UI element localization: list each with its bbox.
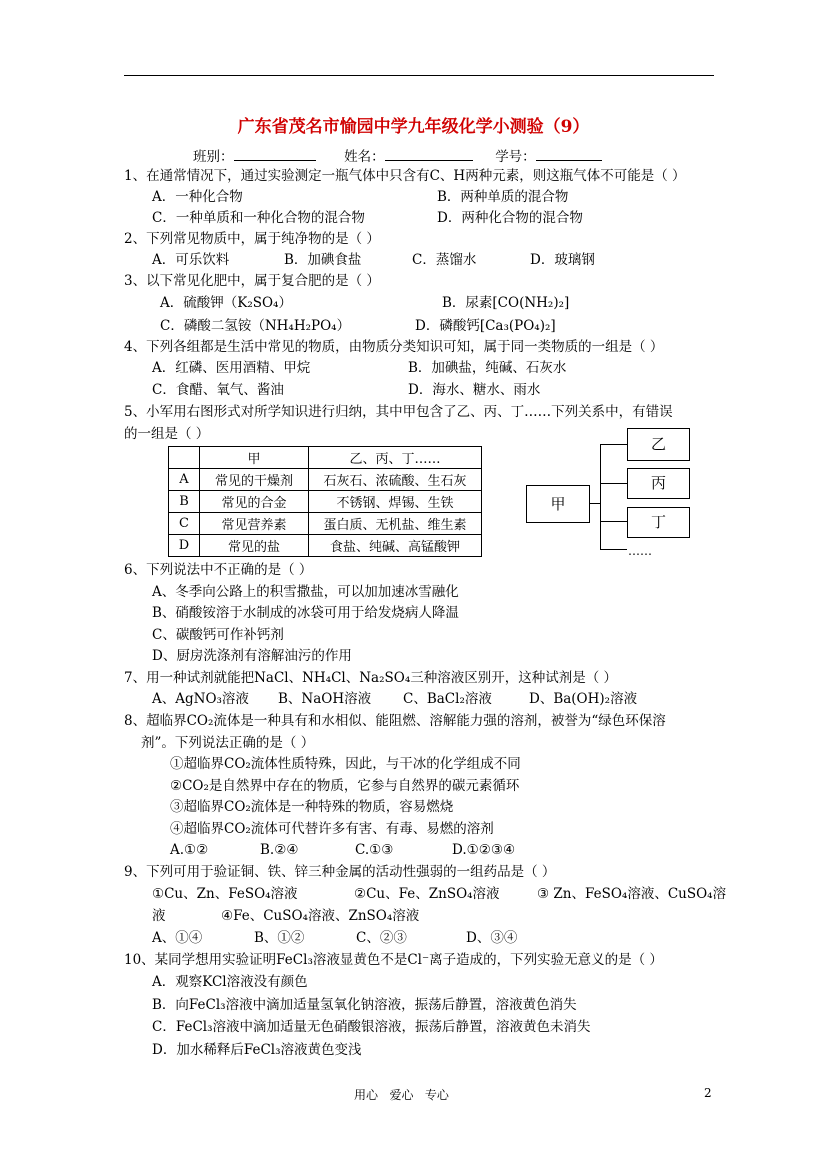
- table-cell: 蛋白质、无机盐、维生素: [309, 513, 482, 535]
- header-rule: [124, 75, 714, 76]
- question-5-cont: 的一组是（ ）: [124, 426, 210, 442]
- question-3: 3、以下常见化肥中，属于复合肥的是（ ）: [124, 273, 380, 289]
- table-header: 乙、丙、丁……: [309, 447, 482, 469]
- table-row: [169, 513, 482, 535]
- q9-option-c: C、②③: [356, 930, 407, 946]
- q9-set-3-cont: 液: [152, 908, 166, 924]
- q7-option-a: A、AgNO₃溶液: [152, 691, 249, 707]
- table-cell: 常见营养素: [200, 513, 309, 535]
- class-field[interactable]: [234, 146, 316, 161]
- diagram-trunk: [600, 444, 601, 549]
- q3-option-b: B．尿素[CO(NH₂)₂]: [442, 295, 570, 311]
- table-cell: 食盐、纯碱、高锰酸钾: [309, 535, 482, 557]
- diagram-child-box: 丁: [627, 507, 690, 538]
- q4-option-c: C．食醋、氧气、酱油: [152, 382, 284, 398]
- id-label: 学号：: [495, 149, 536, 165]
- question-4: 4、下列各组都是生活中常见的物质，由物质分类知识可知，属于同一类物质的一组是（ ）: [124, 339, 664, 355]
- table-cell: 常见的合金: [200, 491, 309, 513]
- q9-option-b: B、①②: [254, 930, 305, 946]
- q2-option-b: B．加碘食盐: [284, 252, 362, 268]
- q7-option-b: B、NaOH溶液: [278, 691, 372, 707]
- q6-option-a: A、冬季向公路上的积雪撒盐，可以加加速冰雪融化: [152, 584, 459, 600]
- q6-option-b: B、硝酸铵溶于水制成的冰袋可用于给发烧病人降温: [152, 605, 459, 621]
- question-1: 1、在通常情况下，通过实验测定一瓶气体中只含有C、H两种元素，则这瓶气体不可能是（ ）: [124, 168, 686, 184]
- question-8: 8、超临界CO₂流体是一种具有和水相似、能阻燃、溶解能力强的溶剂，被誉为“绿色环保溶: [124, 713, 666, 729]
- q1-option-a: A．一种化合物: [152, 189, 243, 205]
- page-title: 广东省茂名市愉园中学九年级化学小测验（9）: [237, 117, 590, 137]
- q8-option-a: A.①②: [170, 842, 209, 858]
- table-cell: 常见的干燥剂: [200, 469, 309, 491]
- q2-option-d: D．玻璃钢: [530, 252, 595, 268]
- question-6: 6、下列说法中不正确的是（ ）: [124, 562, 313, 578]
- table-row: [169, 535, 482, 557]
- q1-option-d: D．两种化合物的混合物: [437, 210, 583, 226]
- diagram-root-box: 甲: [526, 485, 590, 523]
- table-cell: 不锈钢、焊锡、生铁: [309, 491, 482, 513]
- q8-statement-4: ④超临界CO₂流体可代替许多有害、有毒、易燃的溶剂: [170, 821, 494, 837]
- q3-option-c: C．磷酸二氢铵（NH₄H₂PO₄）: [160, 318, 351, 334]
- table-cell: A: [169, 469, 200, 491]
- table-cell: D: [169, 535, 200, 557]
- q8-statement-1: ①超临界CO₂流体性质特殊，因此，与干冰的化学组成不同: [170, 756, 521, 772]
- info-row: [193, 146, 602, 166]
- diagram-connector: [600, 483, 627, 484]
- name-field[interactable]: [385, 146, 473, 161]
- table-cell: 常见的盐: [200, 535, 309, 557]
- q1-option-b: B．两种单质的混合物: [437, 189, 569, 205]
- q4-option-b: B．加碘盐，纯碱、石灰水: [408, 360, 567, 376]
- q7-option-d: D、Ba(OH)₂溶液: [529, 691, 638, 707]
- q3-option-d: D．磷酸钙[Ca₃(PO₄)₂]: [415, 318, 556, 334]
- q3-option-a: A．硫酸钾（K₂SO₄）: [160, 295, 292, 311]
- question-2: 2、下列常见物质中，属于纯净物的是（ ）: [124, 231, 380, 247]
- q8-option-c: C.①③: [355, 842, 394, 858]
- question-5: 5、小军用右图形式对所学知识进行归纳，其中甲包含了乙、丙、丁……下列关系中，有错误: [124, 404, 673, 420]
- diagram-connector: [600, 521, 627, 522]
- q10-option-d: D．加水稀释后FeCl₃溶液黄色变浅: [152, 1042, 362, 1058]
- q4-option-a: A．红磷、医用酒精、甲烷: [152, 360, 311, 376]
- table-header: [169, 447, 200, 469]
- q9-set-1: ①Cu、Zn、FeSO₄溶液: [152, 886, 298, 902]
- diagram-child-box: 丙: [627, 468, 690, 499]
- page-number: 2: [704, 1086, 712, 1100]
- question-9: 9、下列可用于验证铜、铁、锌三种金属的活动性强弱的一组药品是（ ）: [124, 864, 556, 880]
- q10-option-c: C．FeCl₃溶液中滴加适量无色硝酸银溶液，振荡后静置，溶液黄色未消失: [152, 1019, 591, 1035]
- q8-option-b: B.②④: [260, 842, 299, 858]
- q6-option-d: D、厨房洗涤剂有溶解油污的作用: [152, 648, 352, 664]
- diagram-child-box: 乙: [627, 428, 690, 461]
- q4-option-d: D．海水、糖水、雨水: [408, 382, 541, 398]
- footer-text: 用心 爱心 专心: [354, 1088, 449, 1102]
- table-row: [169, 491, 482, 513]
- q6-option-c: C、碳酸钙可作补钙剂: [152, 627, 284, 643]
- q10-option-b: B．向FeCl₃溶液中滴加适量氢氧化钠溶液，振荡后静置，溶液黄色消失: [152, 997, 577, 1013]
- q8-statement-3: ③超临界CO₂流体是一种特殊的物质，容易燃烧: [170, 799, 454, 815]
- question-7: 7、用一种试剂就能把NaCl、NH₄Cl、Na₂SO₄三种溶液区别开，这种试剂是（ ）: [124, 670, 618, 686]
- q8-option-d: D.①②③④: [452, 842, 516, 858]
- q9-set-3: ③ Zn、FeSO₄溶液、CuSO₄溶: [537, 886, 727, 902]
- q5-table: [168, 446, 482, 557]
- diagram-connector: [589, 503, 600, 504]
- table-header-row: [169, 447, 482, 469]
- q9-set-2: ②Cu、Fe、ZnSO₄溶液: [354, 886, 500, 902]
- q2-option-c: C．蒸馏水: [412, 252, 477, 268]
- diagram-connector: [600, 444, 627, 445]
- q9-option-a: A、①④: [152, 930, 203, 946]
- table-header: 甲: [200, 447, 309, 469]
- table-cell: B: [169, 491, 200, 513]
- q1-option-c: C．一种单质和一种化合物的混合物: [152, 210, 365, 226]
- q9-option-d: D、③④: [466, 930, 518, 946]
- diagram-connector: [600, 549, 627, 550]
- table-cell: C: [169, 513, 200, 535]
- q10-option-a: A．观察KCl溶液没有颜色: [152, 974, 308, 990]
- class-label: 班别：: [193, 149, 234, 165]
- table-row: [169, 469, 482, 491]
- q9-set-4: ④Fe、CuSO₄溶液、ZnSO₄溶液: [221, 908, 420, 924]
- id-field[interactable]: [536, 146, 602, 161]
- diagram-more: ……: [628, 544, 652, 558]
- q8-statement-2: ②CO₂是自然界中存在的物质，它参与自然界的碳元素循环: [170, 778, 520, 794]
- q2-option-a: A．可乐饮料: [152, 252, 230, 268]
- table-cell: 石灰石、浓硫酸、生石灰: [309, 469, 482, 491]
- name-label: 姓名：: [344, 149, 385, 165]
- question-10: 10、某同学想用实验证明FeCl₃溶液显黄色不是Cl⁻离子造成的，下列实验无意义的是（ ）: [124, 952, 663, 968]
- question-8-cont: 剂”。下列说法正确的是（ ）: [141, 735, 315, 751]
- q7-option-c: C、BaCl₂溶液: [403, 691, 492, 707]
